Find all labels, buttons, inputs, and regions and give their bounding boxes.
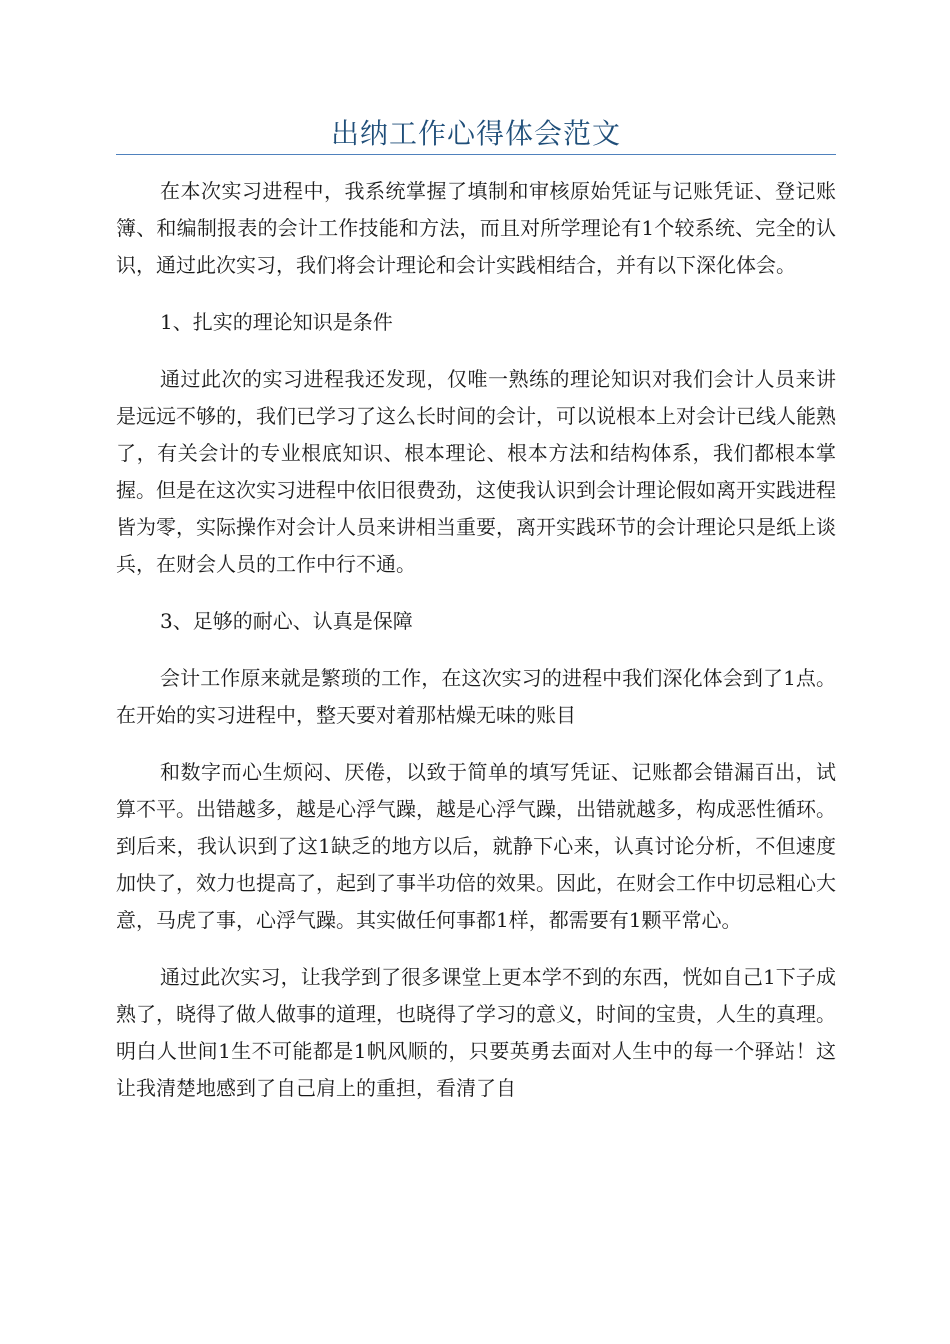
- section-heading-theory: 1、扎实的理论知识是条件: [160, 310, 393, 334]
- page-title: 出纳工作心得体会范文: [330, 117, 621, 150]
- paragraph-conclusion: 通过此次实习，让我学到了很多课堂上更本学不到的东西，恍如自己1下子成熟了，晓得了做人做事的道理，也晓得了学习的意义，时间的宝贵，人生的真理。明白人世间1生不可能都是1帆风顺的，只要英勇去面对人生中的每一个驿站！这让我清楚地感到了自己肩上的重担，看清了自: [116, 965, 836, 1100]
- paragraph-intro: 在本次实习进程中，我系统掌握了填制和审核原始凭证与记账凭证、登记账簿、和编制报表的会计工作技能和方法，而且对所学理论有1个较系统、完全的认识，通过此次实习，我们将会计理论和会计实践相结合，并有以下深化体会。: [116, 179, 836, 277]
- title-underline: [116, 154, 836, 155]
- paragraph-patience-start: 会计工作原来就是繁琐的工作，在这次实习的进程中我们深化体会到了1点。在开始的实习进程中，整天要对着那枯燥无味的账目: [116, 666, 836, 727]
- section-heading-patience: 3、足够的耐心、认真是保障: [160, 609, 413, 633]
- paragraph-theory: 通过此次的实习进程我还发现，仅唯一熟练的理论知识对我们会计人员来讲是远远不够的，我们已学习了这么长时间的会计，可以说根本上对会计已线人能熟了，有关会计的专业根底知识、根本理论、根本方法和结构体系，我们都根本掌握。但是在这次实习进程中依旧很费劲，这使我认识到会计理论假如离开实践进程皆为零，实际操作对会计人员来讲相当重要，离开实践环节的会计理论只是纸上谈兵，在财会人员的工作中行不通。: [116, 367, 836, 576]
- document-body: [116, 173, 836, 1127]
- paragraph-patience-continued: 和数字而心生烦闷、厌倦，以致于简单的填写凭证、记账都会错漏百出，试算不平。出错越多，越是心浮气躁，越是心浮气躁，出错就越多，构成恶性循环。到后来，我认识到了这1缺乏的地方以后，就静下心来，认真讨论分析，不但速度加快了，效力也提高了，起到了事半功倍的效果。因此，在财会工作中切忌粗心大意，马虎了事，心浮气躁。其实做任何事都1样，都需要有1颗平常心。: [116, 760, 836, 932]
